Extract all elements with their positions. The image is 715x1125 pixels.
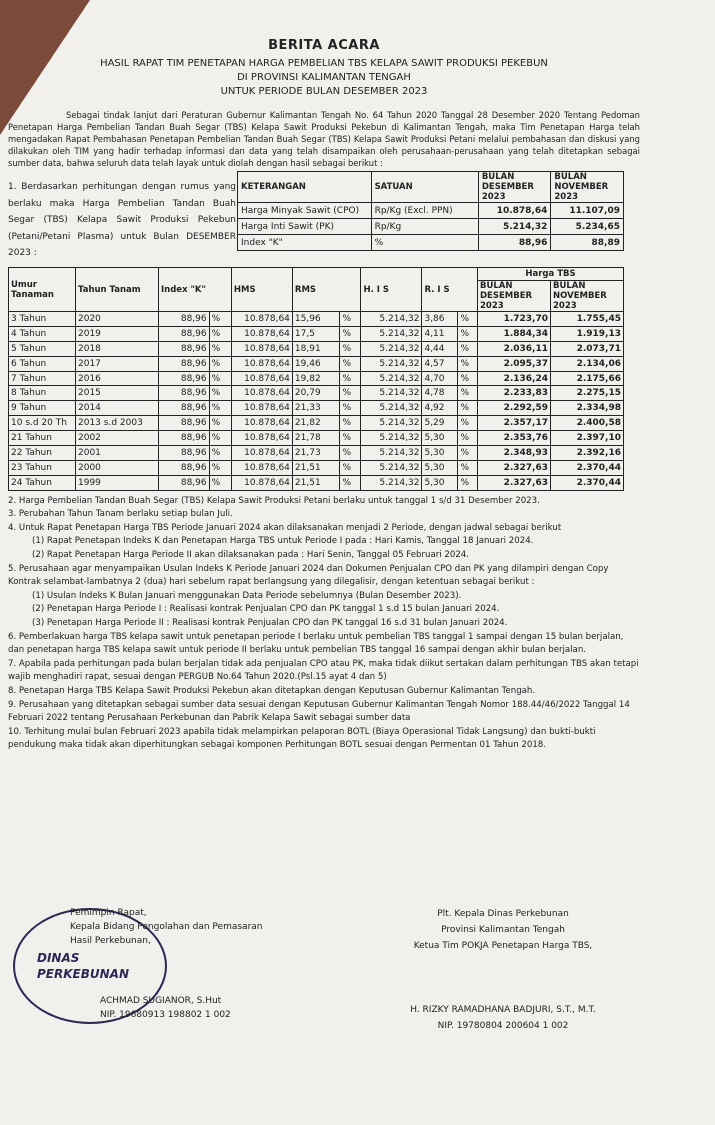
his-cell: 5.214,32 — [361, 460, 422, 475]
index-cell: 88,96 — [159, 431, 210, 446]
hms-cell: 10.878,64 — [231, 371, 292, 386]
ris-cell: 4,11 — [422, 326, 458, 341]
note-subitem: (1) Usulan Indeks K Bulan Januari menggunakan Data Periode sebelumnya (Bulan Desember 2023). — [32, 590, 462, 601]
summary-dec: 10.878,64 — [478, 203, 551, 219]
tbs-header-row-1 — [9, 268, 624, 281]
rms-cell: 20,79 — [292, 386, 340, 401]
header-harga-tbs: Harga TBS — [478, 268, 624, 281]
pct-cell: % — [340, 460, 361, 475]
right-title-3: Ketua Tim POKJA Penetapan Harga TBS, — [413, 941, 593, 951]
his-cell: 5.214,32 — [361, 356, 422, 371]
pct-cell: % — [458, 475, 478, 490]
ris-cell: 3,86 — [422, 312, 458, 327]
pct-cell: % — [340, 386, 361, 401]
tahun-cell: 2000 — [76, 460, 159, 475]
pct-cell: % — [458, 386, 478, 401]
rms-cell: 21,33 — [292, 401, 340, 416]
his-cell: 5.214,32 — [361, 341, 422, 356]
header-rms: RMS — [292, 268, 361, 312]
umur-cell: 8 Tahun — [9, 386, 76, 401]
left-title-2: Kepala Bidang Pengolahan dan Pemasaran — [70, 922, 263, 932]
pct-cell: % — [209, 371, 231, 386]
left-title-1: Pemimpin Rapat, — [70, 908, 147, 918]
ris-cell: 4,57 — [422, 356, 458, 371]
right-nip: NIP. 19780804 200604 1 002 — [437, 1021, 569, 1031]
note-item: 6. Pemberlakuan harga TBS kelapa sawit untuk penetapan periode I berlaku untuk pembelian TBS tanggal 1 sampai dengan 15 bulan berjalan, dan penetapan harga TBS kelapa sawit untuk periode II berlaku untuk pembelian TBS tanggal 16 sampai dengan akhir bulan berjalan. — [8, 631, 624, 656]
header-ris: R. I S — [422, 268, 478, 312]
dec-cell: 2.136,24 — [478, 371, 551, 386]
left-nip: NIP. 19680913 198802 1 002 — [100, 1010, 231, 1020]
index-cell: 88,96 — [159, 446, 210, 461]
his-cell: 5.214,32 — [361, 326, 422, 341]
umur-cell: 4 Tahun — [9, 326, 76, 341]
tbs-row — [9, 460, 624, 475]
document-body — [8, 36, 640, 753]
pct-cell: % — [458, 371, 478, 386]
note-subitem: (1) Rapat Penetapan Indeks K dan Penetapan Harga TBS untuk Periode I pada : Hari Kamis, Tanggal 18 Januari 2024. — [32, 536, 534, 547]
umur-cell: 23 Tahun — [9, 460, 76, 475]
dec-cell: 2.357,17 — [478, 416, 551, 431]
pct-cell: % — [340, 356, 361, 371]
header-hms: HMS — [231, 268, 292, 312]
index-cell: 88,96 — [159, 401, 210, 416]
tahun-cell: 2015 — [76, 386, 159, 401]
left-signature-space — [70, 948, 330, 994]
pct-cell: % — [340, 312, 361, 327]
pct-cell: % — [209, 460, 231, 475]
dec-cell: 2.095,37 — [478, 356, 551, 371]
nov-cell: 2.370,44 — [551, 475, 624, 490]
tbs-body — [9, 312, 624, 491]
rms-cell: 15,96 — [292, 312, 340, 327]
tahun-cell: 2013 s.d 2003 — [76, 416, 159, 431]
hms-cell: 10.878,64 — [231, 475, 292, 490]
header-tahun: Tahun Tanam — [76, 268, 159, 312]
index-cell: 88,96 — [159, 326, 210, 341]
doc-subtitle-3: UNTUK PERIODE BULAN DESEMBER 2023 — [220, 86, 428, 97]
pct-cell: % — [340, 431, 361, 446]
tbs-row — [9, 312, 624, 327]
hms-cell: 10.878,64 — [231, 401, 292, 416]
tahun-cell: 2020 — [76, 312, 159, 327]
pct-cell: % — [209, 341, 231, 356]
his-cell: 5.214,32 — [361, 401, 422, 416]
right-signature-space — [388, 954, 618, 1002]
summary-header-row — [238, 172, 624, 203]
tbs-price-table — [8, 267, 624, 491]
index-cell: 88,96 — [159, 386, 210, 401]
his-cell: 5.214,32 — [361, 386, 422, 401]
stamp-text: DINAS PERKEBUNAN — [37, 951, 129, 981]
pct-cell: % — [340, 416, 361, 431]
pct-cell: % — [458, 326, 478, 341]
right-name: H. RIZKY RAMADHANA BADJURI, S.T., M.T. — [410, 1005, 596, 1015]
umur-cell: 6 Tahun — [9, 356, 76, 371]
tahun-cell: 2017 — [76, 356, 159, 371]
ris-cell: 5,30 — [422, 460, 458, 475]
umur-cell: 5 Tahun — [9, 341, 76, 356]
rms-cell: 19,46 — [292, 356, 340, 371]
index-cell: 88,96 — [159, 312, 210, 327]
signature-left — [70, 906, 330, 1022]
tahun-cell: 2018 — [76, 341, 159, 356]
price-summary-table — [237, 171, 624, 251]
his-cell: 5.214,32 — [361, 431, 422, 446]
hms-cell: 10.878,64 — [231, 431, 292, 446]
tbs-row — [9, 446, 624, 461]
pct-cell: % — [340, 475, 361, 490]
nov-cell: 2.370,44 — [551, 460, 624, 475]
pct-cell: % — [209, 401, 231, 416]
note-item: 5. Perusahaan agar menyampaikan Usulan Indeks K Periode Januari 2024 dan Dokumen Penjualan CPO dan PK yang dilampiri dengan Copy Kontrak selambat-lambatnya 2 (dua) hari sebelum rapat berlangsung yang dilegalisir, dengan ketentuan sebagai berikut : — [8, 563, 609, 588]
summary-unit: Rp/Kg (Excl. PPN) — [371, 203, 478, 219]
pct-cell: % — [209, 446, 231, 461]
note-item: 7. Apabila pada perhitungan pada bulan berjalan tidak ada penjualan CPO atau PK, maka tidak diikut sertakan dalam perhitungan TBS akan tetapi wajib menghadiri rapat, sesuai dengan PERGUB No.64 Tahun 2020.(Psl.15 ayat 4 dan 5) — [8, 658, 639, 683]
pct-cell: % — [458, 416, 478, 431]
tahun-cell: 1999 — [76, 475, 159, 490]
pct-cell: % — [340, 341, 361, 356]
tbs-row — [9, 475, 624, 490]
ris-cell: 5,30 — [422, 431, 458, 446]
note-item: 4. Untuk Rapat Penetapan Harga TBS Periode Januari 2024 akan dilaksanakan menjadi 2 Periode, dengan jadwal sebagai berikut — [8, 522, 562, 533]
summary-unit: Rp/Kg — [371, 219, 478, 235]
note-item: 9. Perusahaan yang ditetapkan sebagai sumber data sesuai dengan Keputusan Gubernur Kalimantan Tengah Nomor 188.44/46/2022 Tanggal 14 Februari 2022 tentang Perusahaan Perkebunan dan Pabrik Kelapa Sawit sebagai sumber data — [8, 699, 630, 724]
tahun-cell: 2014 — [76, 401, 159, 416]
rms-cell: 19,82 — [292, 371, 340, 386]
rms-cell: 17,5 — [292, 326, 340, 341]
his-cell: 5.214,32 — [361, 446, 422, 461]
index-cell: 88,96 — [159, 341, 210, 356]
rms-cell: 21,73 — [292, 446, 340, 461]
umur-cell: 3 Tahun — [9, 312, 76, 327]
dec-cell: 2.327,63 — [478, 460, 551, 475]
rms-cell: 18,91 — [292, 341, 340, 356]
summary-label: Harga Inti Sawit (PK) — [238, 219, 372, 235]
his-cell: 5.214,32 — [361, 312, 422, 327]
note-subitem: (2) Penetapan Harga Periode I : Realisasi kontrak Penjualan CPO dan PK tanggal 1 s.d 15 bulan Januari 2024. — [32, 604, 500, 615]
notes-list — [8, 495, 640, 753]
left-name: ACHMAD SUGIANOR, S.Hut — [100, 996, 222, 1006]
umur-cell: 24 Tahun — [9, 475, 76, 490]
header-index: Index "K" — [159, 268, 232, 312]
header-desember: BULAN DESEMBER 2023 — [478, 172, 551, 203]
header-november: BULAN NOVEMBER 2023 — [551, 172, 624, 203]
pct-cell: % — [209, 312, 231, 327]
dec-cell: 1.723,70 — [478, 312, 551, 327]
header-his: H. I S — [361, 268, 422, 312]
dec-cell: 1.884,34 — [478, 326, 551, 341]
hms-cell: 10.878,64 — [231, 312, 292, 327]
ris-cell: 4,70 — [422, 371, 458, 386]
ris-cell: 5,30 — [422, 446, 458, 461]
nov-cell: 2.275,15 — [551, 386, 624, 401]
rms-cell: 21,51 — [292, 475, 340, 490]
tbs-row — [9, 431, 624, 446]
left-title-3: Hasil Perkebunan, — [70, 936, 151, 946]
header-keterangan: KETERANGAN — [238, 172, 372, 203]
summary-dec: 88,96 — [478, 235, 551, 251]
note-item: 2. Harga Pembelian Tandan Buah Segar (TBS) Kelapa Sawit Produksi Petani berlaku untuk tanggal 1 s/d 31 Desember 2023. — [8, 495, 540, 506]
section-1 — [8, 171, 640, 267]
pct-cell: % — [458, 446, 478, 461]
note-subitem: (3) Penetapan Harga Periode II : Realisasi kontrak Penjualan CPO dan PK tanggal 16 s.d 31 bulan Januari 2024. — [32, 618, 508, 629]
hms-cell: 10.878,64 — [231, 460, 292, 475]
pct-cell: % — [458, 431, 478, 446]
rms-cell: 21,82 — [292, 416, 340, 431]
nov-cell: 2.392,16 — [551, 446, 624, 461]
hms-cell: 10.878,64 — [231, 446, 292, 461]
pct-cell: % — [340, 326, 361, 341]
pct-cell: % — [340, 371, 361, 386]
pct-cell: % — [458, 401, 478, 416]
right-title-2: Provinsi Kalimantan Tengah — [441, 925, 565, 935]
ris-cell: 4,92 — [422, 401, 458, 416]
his-cell: 5.214,32 — [361, 371, 422, 386]
pct-cell: % — [458, 341, 478, 356]
summary-dec: 5.214,32 — [478, 219, 551, 235]
note-subitem: (2) Rapat Penetapan Harga Periode II akan dilaksanakan pada : Hari Senin, Tanggal 05 Februari 2024. — [32, 550, 470, 561]
hms-cell: 10.878,64 — [231, 416, 292, 431]
pct-cell: % — [209, 326, 231, 341]
section-1-text: 1. Berdasarkan perhitungan dengan rumus yang berlaku maka Harga Pembelian Tandan Buah Segar (TBS) Kelapa Sawit Produksi Pekebun (Petani/Petani Plasma) untuk Bulan DESEMBER 2023 : — [8, 182, 236, 258]
header-bulan-desember: BULAN DESEMBER 2023 — [478, 281, 551, 312]
note-item: 10. Terhitung mulai bulan Februari 2023 apabila tidak melampirkan pelaporan BOTL (Biaya Operasional Tidak Langsung) dan bukti-bukti pendukung maka tidak akan diperhitungkan sebagai komponen Perhitungan BOTL sesuai dengan Permentan 01 Tahun 2018. — [8, 726, 596, 751]
umur-cell: 7 Tahun — [9, 371, 76, 386]
tbs-row — [9, 326, 624, 341]
nov-cell: 1.755,45 — [551, 312, 624, 327]
pct-cell: % — [209, 475, 231, 490]
rms-cell: 21,51 — [292, 460, 340, 475]
pct-cell: % — [209, 356, 231, 371]
nov-cell: 2.073,71 — [551, 341, 624, 356]
umur-cell: 22 Tahun — [9, 446, 76, 461]
tahun-cell: 2016 — [76, 371, 159, 386]
his-cell: 5.214,32 — [361, 416, 422, 431]
umur-cell: 10 s.d 20 Th — [9, 416, 76, 431]
signature-right — [388, 906, 618, 1034]
doc-title: BERITA ACARA — [268, 38, 380, 53]
header-satuan: SATUAN — [371, 172, 478, 203]
umur-cell: 9 Tahun — [9, 401, 76, 416]
tbs-row — [9, 371, 624, 386]
index-cell: 88,96 — [159, 475, 210, 490]
ris-cell: 5,29 — [422, 416, 458, 431]
tahun-cell: 2001 — [76, 446, 159, 461]
pct-cell: % — [209, 431, 231, 446]
intro-text: Sebagai tindak lanjut dari Peraturan Gubernur Kalimantan Tengah No. 64 Tahun 2020 Tanggal 28 Desember 2020 Tentang Pedoman Penetapan Harga Pembelian Tandan Buah Segar (TBS) Kelapa Sawit Produksi Pekebun di Kalimantan Tengah, maka Tim Penetapan Harga telah mengadakan Rapat Pembahasan Penetapan Pembelian Tandan Buah Segar (TBS) Kelapa Sawit Produksi Petani melalui pembahasan dan diskusi yang dilakukan oleh TIM yang hadir terhadap informasi dan data yang telah disampaikan oleh perusahaan-perusahaan yang telah ditetapkan sebagai sumber data, bahwa seluruh data telah layak untuk diolah dengan hasil sebagai berikut : — [8, 110, 640, 168]
dec-cell: 2.348,93 — [478, 446, 551, 461]
summary-row — [238, 219, 624, 235]
right-title-1: Plt. Kepala Dinas Perkebunan — [437, 909, 569, 919]
nov-cell: 2.134,06 — [551, 356, 624, 371]
dec-cell: 2.233,83 — [478, 386, 551, 401]
intro-paragraph — [8, 109, 640, 169]
ris-cell: 4,78 — [422, 386, 458, 401]
pct-cell: % — [209, 416, 231, 431]
summary-nov: 5.234,65 — [551, 219, 624, 235]
summary-label: Index "K" — [238, 235, 372, 251]
hms-cell: 10.878,64 — [231, 386, 292, 401]
nov-cell: 2.400,58 — [551, 416, 624, 431]
pct-cell: % — [458, 356, 478, 371]
index-cell: 88,96 — [159, 371, 210, 386]
pct-cell: % — [458, 312, 478, 327]
hms-cell: 10.878,64 — [231, 356, 292, 371]
summary-row — [238, 203, 624, 219]
header-umur: Umur Tanaman — [9, 268, 76, 312]
nov-cell: 1.919,13 — [551, 326, 624, 341]
signature-block — [8, 906, 640, 1031]
his-cell: 5.214,32 — [361, 475, 422, 490]
dec-cell: 2.036,11 — [478, 341, 551, 356]
ris-cell: 5,30 — [422, 475, 458, 490]
nov-cell: 2.334,98 — [551, 401, 624, 416]
ris-cell: 4,44 — [422, 341, 458, 356]
header-bulan-november: BULAN NOVEMBER 2023 — [551, 281, 624, 312]
note-item: 3. Perubahan Tahun Tanam berlaku setiap bulan Juli. — [8, 509, 233, 520]
summary-nov: 88,89 — [551, 235, 624, 251]
summary-nov: 11.107,09 — [551, 203, 624, 219]
hms-cell: 10.878,64 — [231, 341, 292, 356]
doc-subtitle-2: DI PROVINSI KALIMANTAN TENGAH — [237, 72, 411, 83]
tbs-row — [9, 341, 624, 356]
tahun-cell: 2019 — [76, 326, 159, 341]
dec-cell: 2.353,76 — [478, 431, 551, 446]
index-cell: 88,96 — [159, 460, 210, 475]
tbs-row — [9, 416, 624, 431]
note-item: 8. Penetapan Harga TBS Kelapa Sawit Produksi Pekebun akan ditetapkan dengan Keputusan Gubernur Kalimantan Tengah. — [8, 686, 536, 696]
pct-cell: % — [340, 446, 361, 461]
tbs-row — [9, 401, 624, 416]
index-cell: 88,96 — [159, 416, 210, 431]
index-cell: 88,96 — [159, 356, 210, 371]
nov-cell: 2.397,10 — [551, 431, 624, 446]
pct-cell: % — [340, 401, 361, 416]
rms-cell: 21,78 — [292, 431, 340, 446]
dec-cell: 2.292,59 — [478, 401, 551, 416]
tahun-cell: 2002 — [76, 431, 159, 446]
nov-cell: 2.175,66 — [551, 371, 624, 386]
summary-unit: % — [371, 235, 478, 251]
summary-label: Harga Minyak Sawit (CPO) — [238, 203, 372, 219]
tbs-row — [9, 386, 624, 401]
summary-row — [238, 235, 624, 251]
doc-subtitle-1: HASIL RAPAT TIM PENETAPAN HARGA PEMBELIAN TBS KELAPA SAWIT PRODUKSI PEKEBUN — [100, 58, 548, 69]
pct-cell: % — [209, 386, 231, 401]
hms-cell: 10.878,64 — [231, 326, 292, 341]
pct-cell: % — [458, 460, 478, 475]
umur-cell: 21 Tahun — [9, 431, 76, 446]
tbs-row — [9, 356, 624, 371]
dec-cell: 2.327,63 — [478, 475, 551, 490]
